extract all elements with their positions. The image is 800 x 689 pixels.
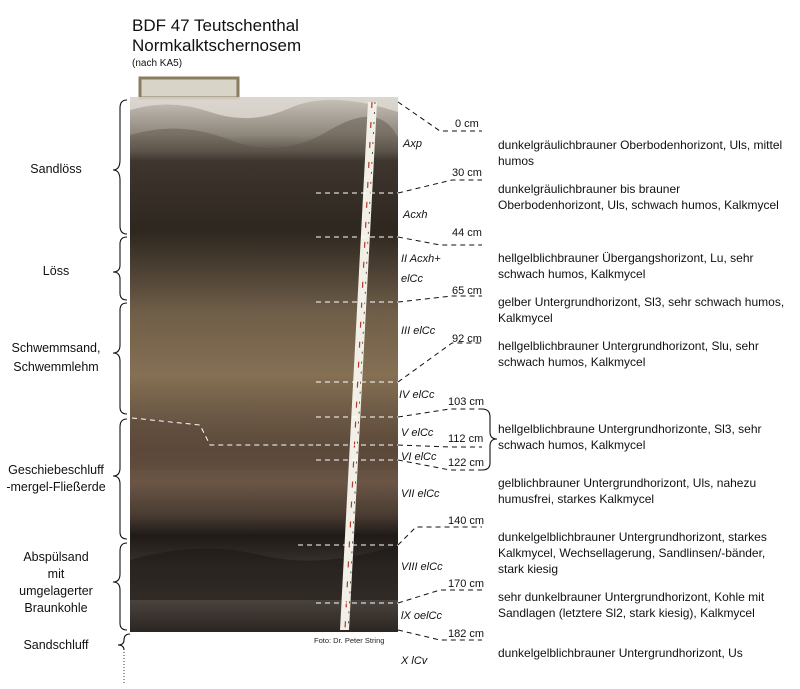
depth-label: 170 cm: [448, 578, 485, 590]
group-label-loess: Löss: [42, 264, 70, 278]
soil-profile-photo: [130, 78, 398, 632]
group-label-schwemmsand: Schwemmsand, Schwemmlehm: [11, 341, 101, 374]
horizon-description: gelber Untergrundhorizont, Sl3, sehr schwach humos, Kalkmycel: [498, 295, 785, 325]
horizon-description: hellgelblichbrauner Übergangshorizont, Lu, sehr schwach humos, Kalkmycel: [498, 251, 754, 281]
horizon-description: sehr dunkelbrauner Untergrundhorizont, Kohle mit Sandlagen (letztere Sl2, stark kiesig), Kalkmycel: [498, 590, 765, 620]
title-note: (nach KA5): [132, 58, 183, 69]
title-line-1: BDF 47 Teutschenthal: [132, 16, 299, 35]
horizon-description: hellgelblichbrauner Untergrundhorizont, Slu, sehr schwach humos, Kalkmycel: [498, 339, 759, 369]
horizon-description: dunkelgräulichbrauner bis brauner Oberbodenhorizont, Uls, schwach humos, Kalkmycel: [498, 182, 779, 212]
horizon-label: Acxh: [403, 209, 428, 221]
depth-label: 140 cm: [448, 515, 485, 527]
horizon-label: VI elCc: [401, 451, 437, 463]
photo-credit: Foto: Dr. Peter String: [314, 636, 385, 645]
horizon-label: X lCv: [401, 655, 428, 667]
depth-label: 103 cm: [448, 396, 485, 408]
depth-label: 65 cm: [452, 285, 482, 297]
right-brace: [482, 409, 497, 470]
group-label-sandschluff: Sandschluff: [23, 638, 89, 652]
horizon-description: dunkelgräulichbrauner Oberbodenhorizont, Uls, mittel humos: [498, 138, 783, 168]
horizon-label: lX oelCc: [401, 610, 442, 622]
horizon-description: dunkelgelblichbrauner Untergrundhorizont, Us: [498, 646, 743, 660]
horizon-description: gelblichbrauner Untergrundhorizont, Uls, nahezu humusfrei, starkes Kalkmycel: [498, 476, 757, 506]
depth-label: 182 cm: [448, 628, 485, 640]
title-line-2: Normkalktschernosem: [132, 36, 302, 55]
horizon-label: III elCc: [401, 325, 436, 337]
horizon-label: Axp: [403, 138, 422, 150]
horizon-label: VIII elCc: [401, 561, 443, 573]
group-label-sandloess: Sandlöss: [30, 162, 82, 176]
horizon-description: dunkelgelblichbrauner Untergrundhorizont, starkes Kalkmycel, Wechsellagerung, Sandlinsen/-bänder, stark kiesig: [498, 530, 767, 576]
depth-label: 44 cm: [452, 227, 482, 239]
horizon-label: II Acxh+: [401, 253, 441, 265]
group-label-abspuelsand: Abspülsand mit umgelagerter Braunkohle: [19, 550, 93, 615]
depth-leaders: [398, 102, 485, 640]
horizon-label: IV elCc: [399, 389, 435, 401]
group-braces: [113, 100, 130, 650]
group-label-geschiebeschluff: Geschiebeschluff -mergel-Fließerde: [6, 463, 106, 494]
horizon-description: hellgelblichbraune Untergrundhorizonte, Sl3, sehr schwach humos, Kalkmycel: [498, 422, 762, 452]
horizon-label: VII elCc: [401, 488, 440, 500]
depth-label: 92 cm: [452, 333, 482, 345]
depth-label: 30 cm: [452, 167, 482, 179]
depth-label: 0 cm: [455, 118, 479, 130]
horizon-label: V elCc: [401, 427, 434, 439]
horizon-label: elCc: [401, 273, 424, 285]
depth-label: 122 cm: [448, 457, 485, 469]
depth-label: 112 cm: [448, 433, 484, 445]
